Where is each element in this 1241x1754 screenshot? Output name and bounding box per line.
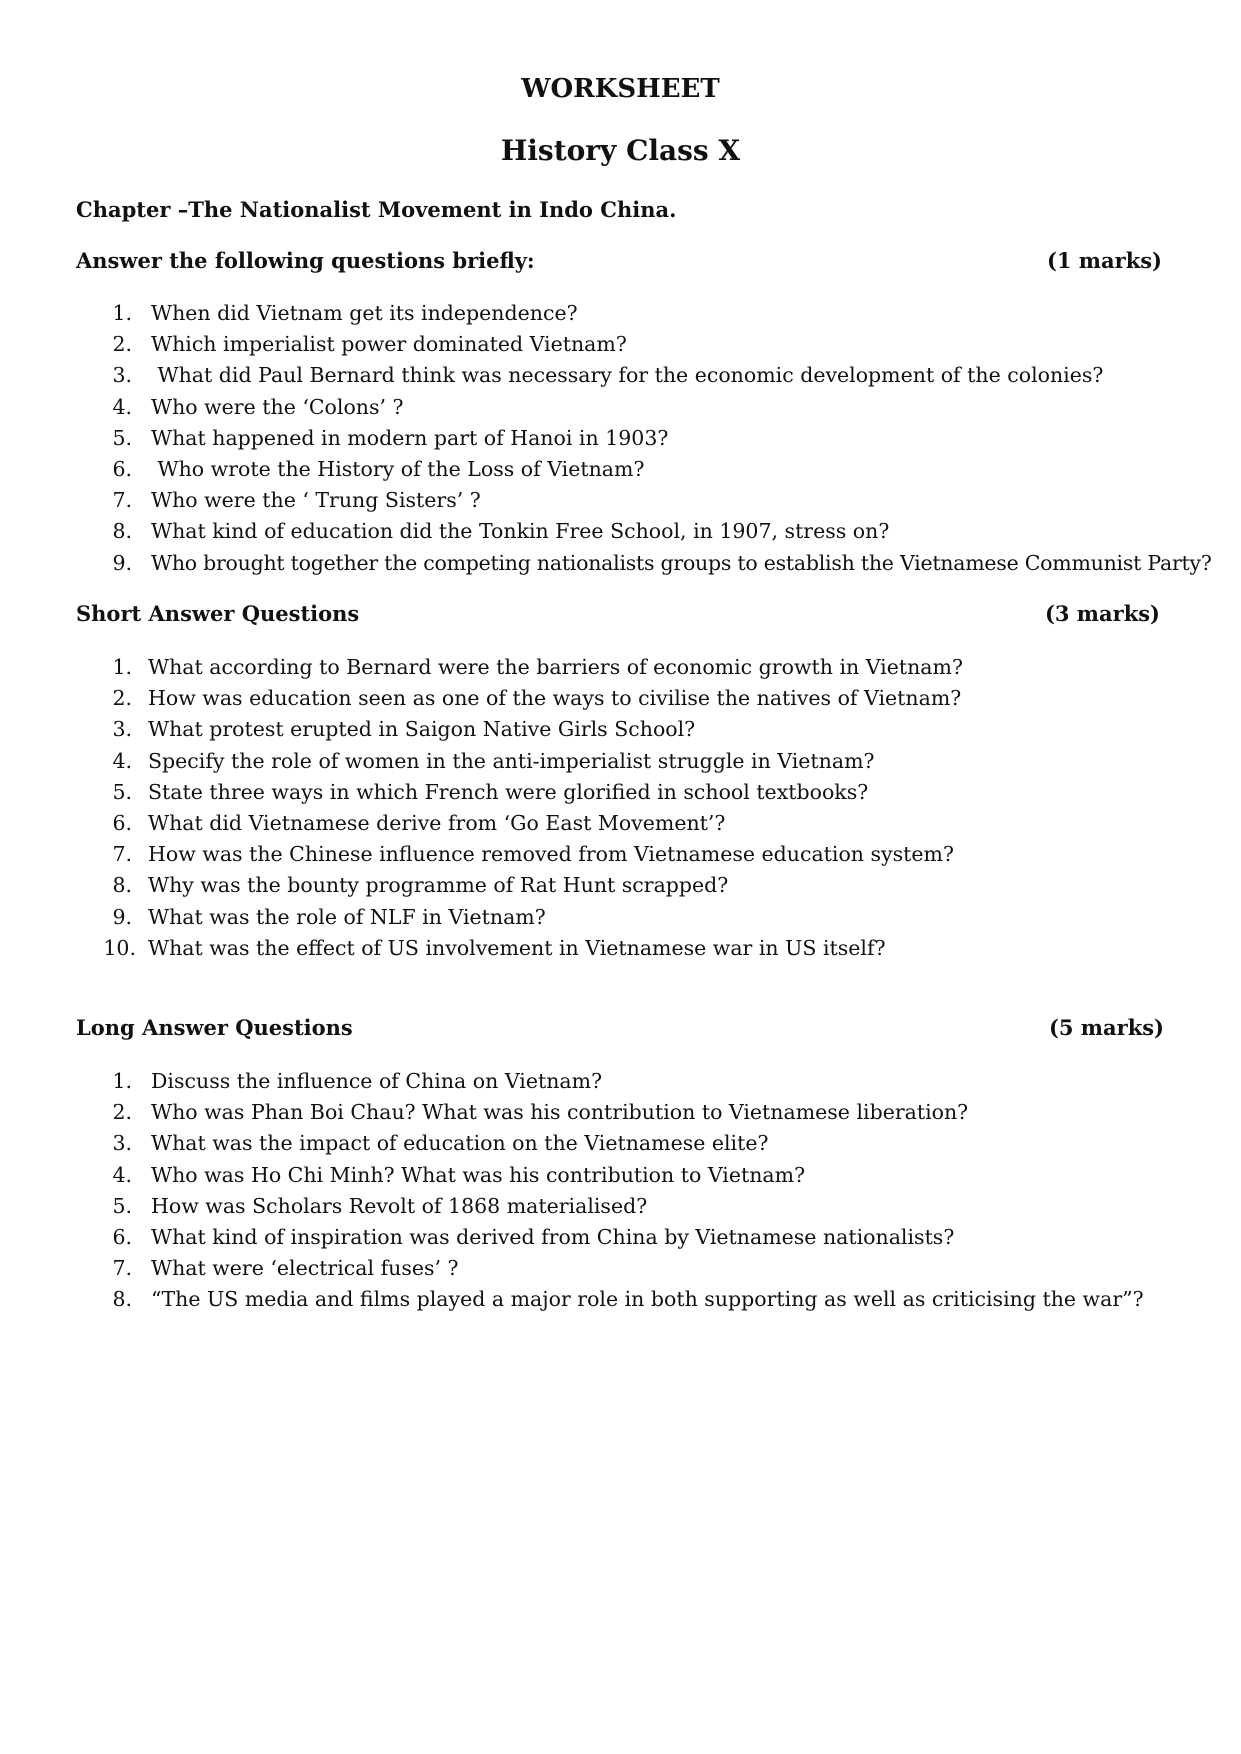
question-text: What happened in modern part of Hanoi in 1903? bbox=[151, 425, 669, 450]
question-number: 6. bbox=[112, 810, 132, 835]
question-number: 3. bbox=[112, 363, 132, 388]
question-number: 10. bbox=[103, 935, 136, 960]
question-text: How was education seen as one of the ways to civilise the natives of Vietnam? bbox=[148, 686, 962, 711]
question-number: 9. bbox=[112, 550, 132, 575]
question-number: 4. bbox=[112, 394, 132, 419]
question-number: 6. bbox=[112, 456, 132, 481]
section-heading-text: Short Answer Questions bbox=[76, 601, 360, 626]
question-number: 2. bbox=[112, 686, 132, 711]
worksheet-subtitle: History Class X bbox=[500, 134, 741, 167]
question-text: What protest erupted in Saigon Native Girls School? bbox=[148, 717, 696, 742]
question-number: 8. bbox=[112, 519, 132, 544]
question-text: How was Scholars Revolt of 1868 materialised? bbox=[151, 1193, 648, 1218]
section-marks: (1 marks) bbox=[1046, 248, 1162, 273]
question-text: What was the effect of US involvement in Vietnamese war in US itself? bbox=[148, 935, 886, 960]
question-text: What did Vietnamese derive from ‘Go East Movement’? bbox=[148, 810, 726, 835]
section-heading-text: Long Answer Questions bbox=[76, 1015, 353, 1040]
question-number: 4. bbox=[112, 1162, 132, 1187]
question-text: Who wrote the History of the Loss of Vietnam? bbox=[151, 456, 645, 481]
question-text: What kind of education did the Tonkin Free School, in 1907, stress on? bbox=[151, 519, 890, 544]
question-number: 8. bbox=[112, 1287, 132, 1312]
question-number: 9. bbox=[112, 904, 132, 929]
question-text: Specify the role of women in the anti-imperialist struggle in Vietnam? bbox=[148, 748, 875, 773]
question-text: Who was Phan Boi Chau? What was his contribution to Vietnamese liberation? bbox=[151, 1100, 969, 1125]
question-number: 1. bbox=[112, 1069, 132, 1093]
question-text: Who brought together the competing nationalists groups to establish the Vietnamese Communist Party? bbox=[151, 550, 1212, 575]
question-number: 3. bbox=[112, 717, 132, 742]
question-number: 2. bbox=[112, 1100, 132, 1125]
question-text: How was the Chinese influence removed from Vietnamese education system? bbox=[148, 842, 954, 867]
question-text: What was the role of NLF in Vietnam? bbox=[148, 904, 546, 929]
question-text: State three ways in which French were glorified in school textbooks? bbox=[148, 779, 869, 804]
question-text: What was the impact of education on the Vietnamese elite? bbox=[151, 1131, 769, 1156]
question-text: Discuss the influence of China on Vietnam? bbox=[151, 1069, 603, 1093]
question-text: What kind of inspiration was derived from China by Vietnamese nationalists? bbox=[151, 1224, 955, 1249]
worksheet-title: WORKSHEET bbox=[521, 74, 720, 104]
section-heading-text: Answer the following questions briefly: bbox=[76, 248, 535, 273]
section-marks: (3 marks) bbox=[1044, 601, 1160, 626]
question-number: 2. bbox=[112, 332, 132, 357]
question-text: What did Paul Bernard think was necessary for the economic development of the colonies? bbox=[151, 363, 1104, 388]
chapter-heading: Chapter –The Nationalist Movement in Indo China. bbox=[76, 197, 677, 222]
question-text: “The US media and films played a major role in both supporting as well as criticising the war”? bbox=[151, 1287, 1144, 1312]
question-number: 1. bbox=[112, 655, 132, 679]
question-number: 4. bbox=[112, 748, 132, 773]
question-number: 8. bbox=[112, 873, 132, 898]
question-text: Who were the ‘Colons’ ? bbox=[151, 394, 404, 419]
question-text: Who was Ho Chi Minh? What was his contribution to Vietnam? bbox=[151, 1162, 806, 1187]
question-number: 7. bbox=[112, 842, 132, 867]
section-long-heading bbox=[76, 1015, 1164, 1040]
question-text: What according to Bernard were the barriers of economic growth in Vietnam? bbox=[148, 655, 963, 679]
question-text: Which imperialist power dominated Vietnam? bbox=[151, 332, 627, 357]
section-marks: (5 marks) bbox=[1048, 1015, 1164, 1040]
question-text: Why was the bounty programme of Rat Hunt scrapped? bbox=[148, 873, 729, 898]
question-text: What were ‘electrical fuses’ ? bbox=[151, 1256, 459, 1281]
question-text: Who were the ‘ Trung Sisters’ ? bbox=[151, 488, 481, 513]
section-brief-heading bbox=[76, 248, 1162, 273]
question-number: 1. bbox=[112, 301, 132, 325]
section-short-heading bbox=[76, 601, 1160, 626]
question-number: 6. bbox=[112, 1224, 132, 1249]
question-number: 3. bbox=[112, 1131, 132, 1156]
question-number: 7. bbox=[112, 488, 132, 513]
question-number: 5. bbox=[112, 1193, 132, 1218]
question-text: When did Vietnam get its independence? bbox=[151, 301, 578, 325]
question-number: 7. bbox=[112, 1256, 132, 1281]
question-number: 5. bbox=[112, 425, 132, 450]
question-number: 5. bbox=[112, 779, 132, 804]
